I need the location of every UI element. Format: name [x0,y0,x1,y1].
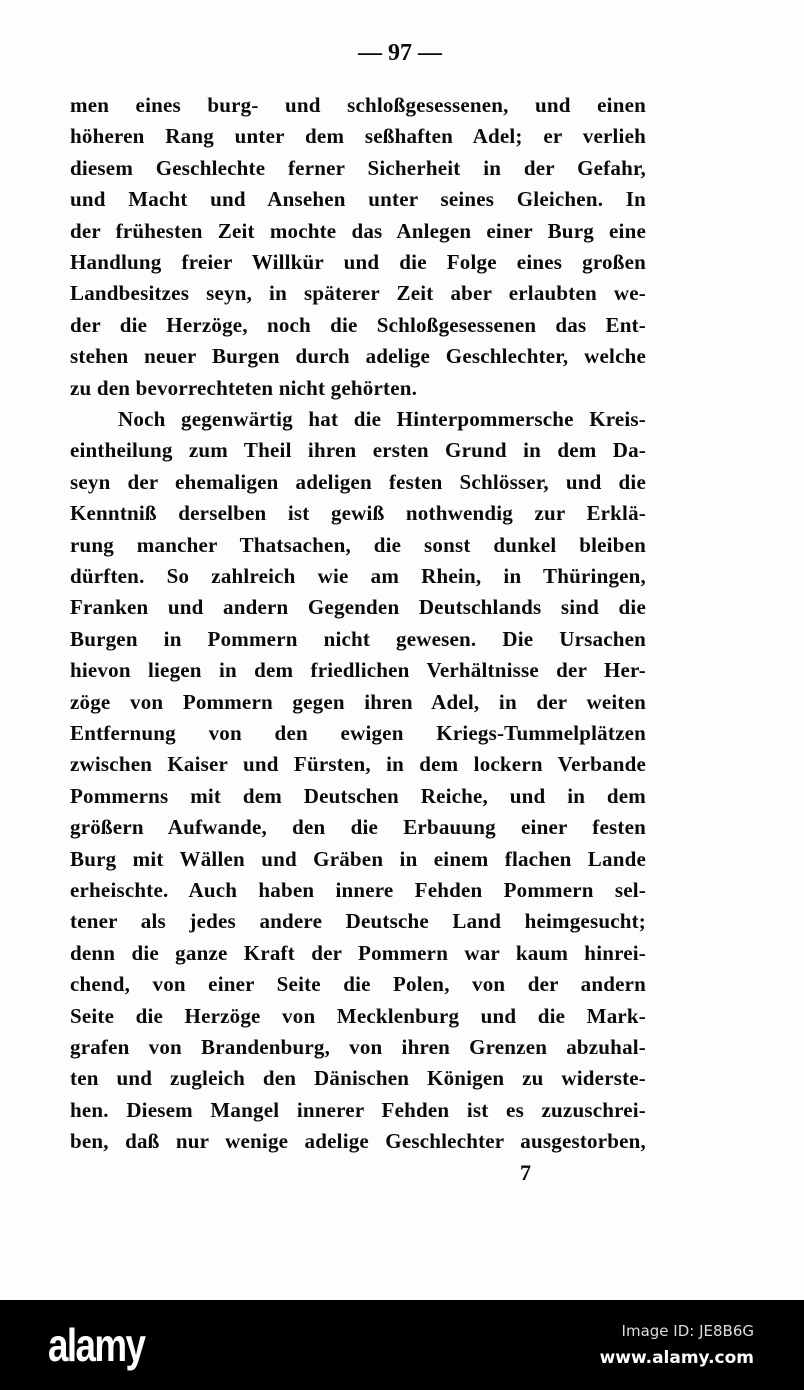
text-line: Seite die Herzöge von Mecklenburg und die Mark- [70,1003,646,1028]
text-line: zu den bevorrechteten nicht gehörten. [70,375,418,400]
text-line: diesem Geschlechte ferner Sicherheit in der Gefahr, [70,155,646,180]
signature-mark: 7 [520,1160,531,1185]
text-line: Landbesitzes seyn, in späterer Zeit aber erlaubten we- [70,281,646,306]
text-line: hen. Diesem Mangel innerer Fehden ist es zuzuschrei- [70,1097,646,1122]
text-line: und Macht und Ansehen unter seines Gleichen. In [70,187,646,212]
text-line: hievon liegen in dem friedlichen Verhältnisse der Her- [70,658,646,683]
text-line: stehen neuer Burgen durch adelige Geschlechter, welche [70,344,646,369]
text-line: denn die ganze Kraft der Pommern war kaum hinrei- [70,940,646,965]
text-line: erheischte. Auch haben innere Fehden Pommern sel- [70,878,646,902]
text-line: höheren Rang unter dem seßhaften Adel; er verlieh [70,124,646,149]
page-number: — 97 — [358,40,442,66]
text-line: chend, von einer Seite die Polen, von der andern [70,972,646,997]
watermark-footer [0,1300,804,1390]
text-line: zöge von Pommern gegen ihren Adel, in der weiten [70,689,646,714]
text-line: Noch gegenwärtig hat die Hinterpommersche Kreis- [118,407,646,431]
text-line: der frühesten Zeit mochte das Anlegen einer Burg eine [70,218,646,243]
alamy-logo: alamy [48,1319,145,1371]
text-line: tener als jedes andere Deutsche Land heimgesucht; [70,909,646,934]
site-url: www.alamy.com [599,1348,754,1368]
text-line: Burgen in Pommern nicht gewesen. Die Ursachen [70,626,646,651]
text-line: größern Aufwande, den die Erbauung einer festen [70,815,646,840]
text-line: grafen von Brandenburg, von ihren Grenzen abzuhal- [70,1035,646,1059]
text-line: rung mancher Thatsachen, die sonst dunkel bleiben [70,532,646,557]
text-line: ben, daß nur wenige adelige Geschlechter ausgestorben, [70,1129,646,1154]
image-id: Image ID: JE8B6G [621,1322,754,1340]
text-line: Kenntniß derselben ist gewiß nothwendig zur Erklä- [70,501,646,526]
text-line: Handlung freier Willkür und die Folge eines großen [70,250,646,274]
text-line: Burg mit Wällen und Gräben in einem flachen Lande [70,846,646,871]
text-line: der die Herzöge, noch die Schloßgesessenen das Ent- [70,312,646,337]
text-line: ten und zugleich den Dänischen Königen zu widerste- [70,1066,646,1091]
text-line: dürften. So zahlreich wie am Rhein, in Thüringen, [70,564,646,588]
text-line: men eines burg- und schloßgesessenen, und einen [70,93,646,117]
text-line: seyn der ehemaligen adeligen festen Schlösser, und die [70,469,646,494]
text-line: zwischen Kaiser und Fürsten, in dem lockern Verbande [70,752,646,777]
text-line: Entfernung von den ewigen Kriegs-Tummelplätzen [70,721,646,745]
text-line: eintheilung zum Theil ihren ersten Grund in dem Da- [70,438,646,463]
text-line: Pommerns mit dem Deutschen Reiche, und in dem [70,783,646,808]
text-line: Franken und andern Gegenden Deutschlands sind die [70,595,646,620]
